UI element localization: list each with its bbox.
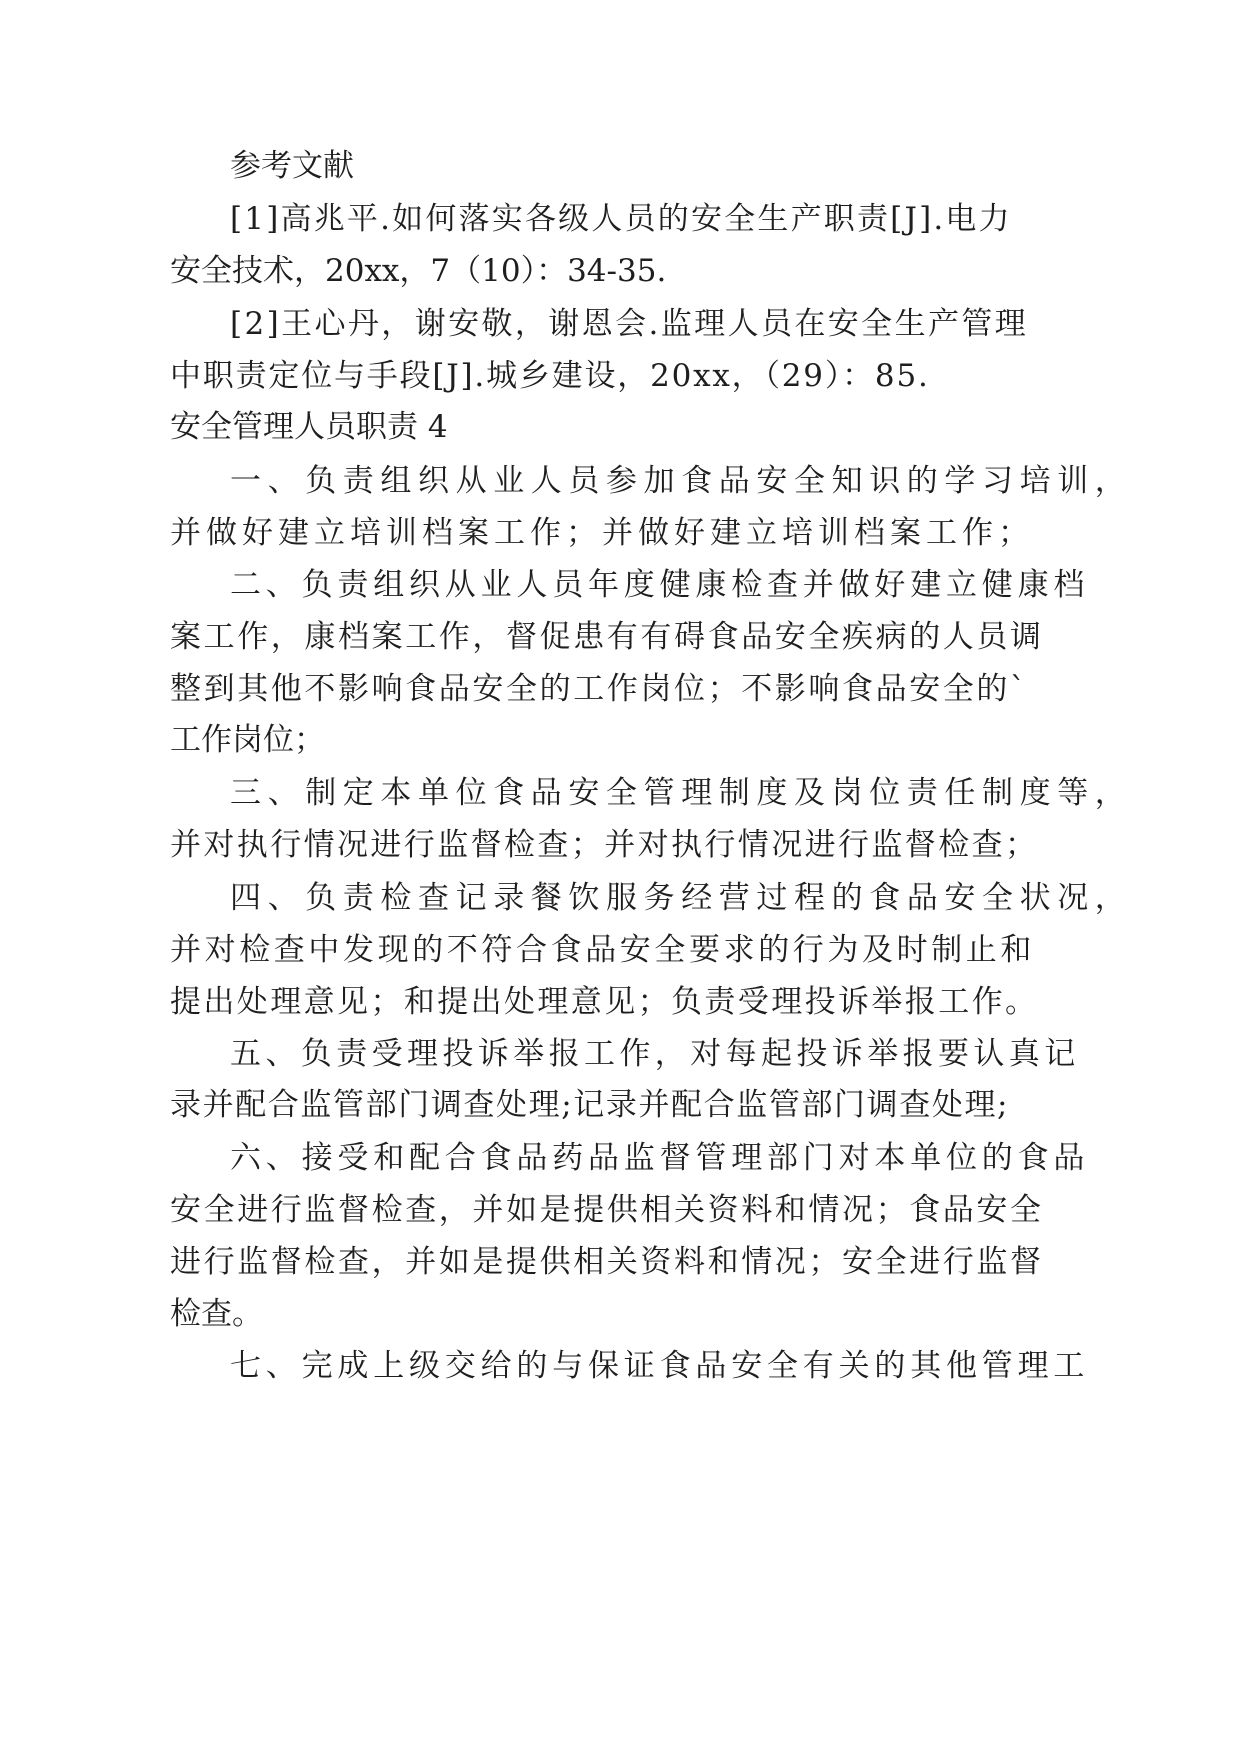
item-3-line-2: 并对执行情况进行监督检查；并对执行情况进行监督检查； [170, 827, 1039, 863]
item-4-line-3: 提出处理意见；和提出处理意见；负责受理投诉举报工作。 [170, 984, 1039, 1020]
item-1-line-1: 一、负责组织从业人员参加食品安全知识的学习培训， [230, 463, 1133, 499]
item-2-line-2: 案工作，康档案工作，督促患有有碍食品安全疾病的人员调 [170, 619, 1044, 655]
item-5-line-1: 五、负责受理投诉举报工作，对每起投诉举报要认真记 [230, 1036, 1080, 1072]
reference-1-line-1: [1]高兆平.如何落实各级人员的安全生产职责[J].电力 [230, 201, 1012, 237]
item-4-line-1: 四、负责检查记录餐饮服务经营过程的食品安全状况， [230, 880, 1133, 916]
item-7-line-1: 七、完成上级交给的与保证食品安全有关的其他管理工 [230, 1348, 1090, 1384]
heading-references: 参考文献 [230, 148, 354, 184]
item-1-line-2: 并做好建立培训档案工作；并做好建立培训档案工作； [170, 515, 1034, 551]
reference-2-line-1: [2]王心丹，谢安敬，谢恩会.监理人员在安全生产管理 [230, 306, 1029, 342]
item-3-line-1: 三、制定本单位食品安全管理制度及岗位责任制度等， [230, 775, 1133, 811]
section-heading: 安全管理人员职责 4 [170, 409, 448, 445]
item-2-line-1: 二、负责组织从业人员年度健康检查并做好建立健康档 [230, 567, 1090, 603]
item-6-line-3: 进行监督检查，并如是提供相关资料和情况；安全进行监督 [170, 1244, 1044, 1280]
item-5-line-2: 录并配合监管部门调查处理;记录并配合监管部门调查处理; [170, 1087, 1010, 1123]
reference-1-line-2: 安全技术，20xx，7（10）：34-35. [170, 253, 667, 289]
item-2-line-4: 工作岗位； [170, 722, 325, 758]
item-6-line-4: 检查。 [170, 1296, 263, 1332]
item-6-line-2: 安全进行监督检查，并如是提供相关资料和情况；食品安全 [170, 1192, 1044, 1228]
item-2-line-3: 整到其他不影响食品安全的工作岗位；不影响食品安全的` [170, 671, 1029, 707]
item-6-line-1: 六、接受和配合食品药品监督管理部门对本单位的食品 [230, 1140, 1090, 1176]
reference-2-line-2: 中职责定位与手段[J].城乡建设，20xx，（29）：85. [170, 358, 930, 394]
item-4-line-2: 并对检查中发现的不符合食品安全要求的行为及时制止和 [170, 932, 1035, 968]
